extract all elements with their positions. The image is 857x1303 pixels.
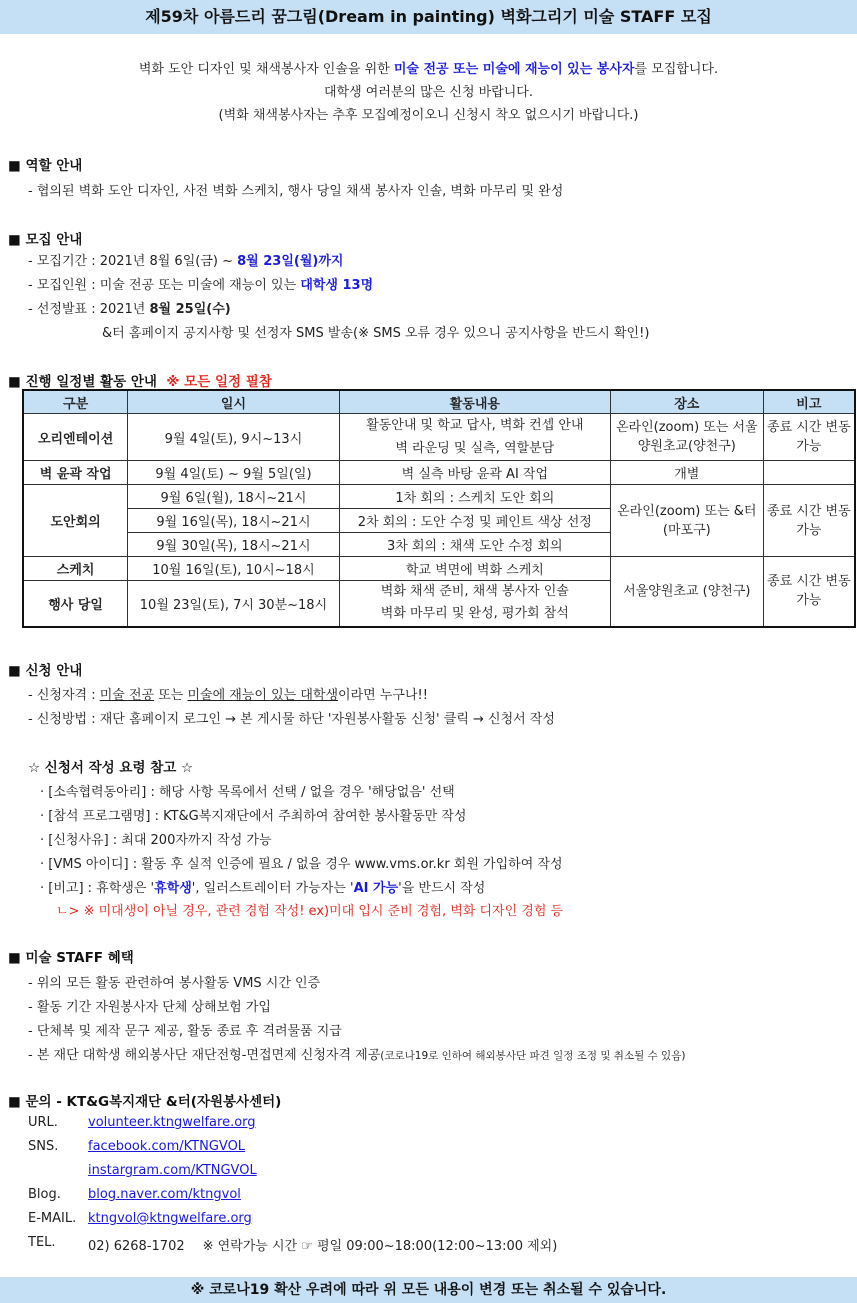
intro [0,58,857,127]
guide-heading: ☆ 신청서 작성 요령 참고 ☆ [28,760,194,776]
table-row [23,557,855,581]
row-category: 스케치 [23,557,128,581]
recruit-announce-note: &터 홈페이지 공지사항 및 선정자 SMS 발송(※ SMS 오류 경우 있으니 공지사항을 반드시 확인!) [102,326,650,341]
people-count: 대학생 13명 [300,278,374,293]
contact-url [28,1115,256,1130]
contact-label: Blog. [28,1187,61,1202]
period-label: - 모집기간 : 2021년 8월 6일(금) ~ [28,254,238,269]
schedule-table [22,389,856,628]
guide-line: · [VMS 아이디] : 활동 후 실적 인증에 필요 / 없을 경우 www.vms.or.kr 회원 가입하여 작성 [40,857,563,872]
row-place: 온라인(zoom) 또는 서울양원초교(양천구) [610,414,763,461]
benefit-line: - 단체복 및 제작 문구 제공, 활동 종료 후 격려물품 지급 [28,1024,342,1039]
announce-label: - 선정발표 : 2021년 [28,302,150,317]
row-date: 10월 16일(토), 10시~18시 [128,557,339,581]
row-category: 벽 윤곽 작업 [23,461,128,485]
blog-link[interactable]: blog.naver.com/ktngvol [88,1187,241,1202]
recruit-announce [28,298,231,317]
row-category: 행사 당일 [23,581,128,627]
row-category: 오리엔테이션 [23,414,128,461]
row-activity: 3차 회의 : 채색 도안 수정 회의 [339,533,610,557]
tel-number: 02) 6268-1702 [88,1239,185,1254]
contact-label: URL. [28,1115,58,1130]
row-date: 9월 6일(월), 18시~21시 [128,485,339,509]
row-activity [339,581,610,627]
guide-warning: ㄴ> ※ 미대생이 아닐 경우, 관련 경험 작성! ex)미대 입시 준비 경험, 벽화 디자인 경험 등 [56,904,564,919]
intro-line-1 [0,58,857,81]
apply-heading: ■ 신청 안내 [8,663,83,679]
contact-sns-2 [28,1163,257,1178]
qual-talent: 미술에 재능이 있는 대학생 [187,688,339,703]
row-activity: 2차 회의 : 도안 수정 및 페인트 색상 선정 [339,509,610,533]
intro-line-3: (벽화 채색봉사자는 추후 모집예정이오니 신청시 착오 없으시기 바랍니다.) [218,108,639,123]
table-header-row [23,390,855,414]
intro-highlight: 미술 전공 또는 미술에 재능이 있는 봉사자 [393,62,635,77]
contact-label: E-MAIL. [28,1211,77,1226]
contact-heading: ■ 문의 - KT&G복지재단 &터(자원봉사센터) [8,1094,282,1110]
role-heading: ■ 역할 안내 [8,158,83,174]
schedule-heading-note: ※ 모든 일정 필참 [166,374,272,390]
row-activity [339,414,610,461]
schedule-heading-text: ■ 진행 일정별 활동 안내 [8,374,157,390]
row-date: 9월 16일(목), 18시~21시 [128,509,339,533]
guide-text: '을 반드시 작성 [398,881,486,896]
announce-date: 8월 25일(수) [149,302,231,317]
benefit-small-note: (코로나19로 인하여 해외봉사단 파견 일정 조정 및 취소될 수 있음) [380,1050,686,1062]
row-place: 온라인(zoom) 또는 &터(마포구) [610,485,763,557]
row-activity: 벽 실측 바탕 윤곽 AI 작업 [339,461,610,485]
row-note [763,461,855,485]
qual-post: 이라면 누구나!! [338,688,428,703]
contact-email [28,1211,252,1226]
intro-line-2: 대학생 여러분의 많은 신청 바랍니다. [323,85,534,100]
qual-label: - 신청자격 : [28,688,100,703]
activity-line: 벽화 채색 준비, 채색 봉사자 인솔 [380,584,569,600]
table-row [23,461,855,485]
people-label: - 모집인원 : 미술 전공 또는 미술에 재능이 있는 [28,278,301,293]
row-note: 종료 시간 변동 가능 [763,485,855,557]
guide-line: · [소속협력동아리] : 해당 사항 목록에서 선택 / 없을 경우 '해당없음' 선택 [40,785,455,800]
role-line: - 협의된 벽화 도안 디자인, 사전 벽화 스케치, 행사 당일 채색 봉사자 인솔, 벽화 마무리 및 완성 [28,184,564,199]
schedule-heading [8,370,272,390]
guide-text: ', 일러스트레이터 가능자는 ' [191,881,354,896]
benefit-line [28,1044,685,1063]
apply-method: - 신청방법 : 재단 홈페이지 로그인 → 본 게시물 하단 '자원봉사활동 신청' 클릭 → 신청서 작성 [28,712,555,727]
row-date: 9월 4일(토), 9시~13시 [128,414,339,461]
contact-label: SNS. [28,1139,59,1154]
col-header: 구분 [23,390,128,414]
activity-line: 벽화 마무리 및 완성, 평가회 참석 [380,606,569,622]
url-link[interactable]: volunteer.ktngwelfare.org [88,1115,256,1130]
footer-notice: ※ 코로나19 확산 우려에 따라 위 모든 내용이 변경 또는 취소될 수 있습니다. [0,1277,857,1303]
contact-blog [28,1187,241,1202]
guide-line: · [신청사유] : 최대 200자까지 작성 가능 [40,833,272,848]
benefit-line: - 위의 모든 활동 관련하여 봉사활동 VMS 시간 인증 [28,976,321,991]
row-place: 서울양원초교 (양천구) [610,557,763,627]
recruit-period [28,250,343,269]
contact-sns [28,1139,245,1154]
benefit-text: - 본 재단 대학생 해외봉사단 재단전형-면접면제 신청자격 제공 [28,1048,381,1063]
row-note: 종료 시간 변동 가능 [763,414,855,461]
col-header: 활동내용 [339,390,610,414]
row-date: 9월 4일(토) ~ 9월 5일(일) [128,461,339,485]
apply-qualification [28,684,428,703]
guide-highlight: 휴학생 [154,881,192,896]
guide-line: · [참석 프로그램명] : KT&G복지재단에서 주최하여 참여한 봉사활동만 작성 [40,809,467,824]
contact-tel [28,1235,557,1254]
col-header: 비고 [763,390,855,414]
page-title: 제59차 아름드리 꿈그림(Dream in painting) 벽화그리기 미술 STAFF 모집 [0,0,857,34]
col-header: 장소 [610,390,763,414]
period-deadline: 8월 23일(월)까지 [237,254,344,269]
benefit-heading: ■ 미술 STAFF 혜택 [8,950,134,966]
benefit-line: - 활동 기간 자원봉사자 단체 상해보험 가입 [28,1000,271,1015]
intro-text: 를 모집합니다. [634,62,719,77]
row-note: 종료 시간 변동 가능 [763,557,855,627]
guide-highlight: AI 가능 [353,881,399,896]
recruit-people [28,274,373,293]
email-link[interactable]: ktngvol@ktngwelfare.org [88,1211,252,1226]
row-category: 도안회의 [23,485,128,557]
qual-or: 또는 [154,688,188,703]
row-activity: 1차 회의 : 스케치 도안 회의 [339,485,610,509]
instagram-link[interactable]: instargram.com/KTNGVOL [88,1163,257,1178]
contact-label: TEL. [28,1235,56,1250]
activity-line: 벽 라운딩 및 실측, 역할분담 [395,441,555,456]
row-place: 개별 [610,461,763,485]
row-date: 10월 23일(토), 7시 30분~18시 [128,581,339,627]
col-header: 일시 [128,390,339,414]
facebook-link[interactable]: facebook.com/KTNGVOL [88,1139,246,1154]
row-activity: 학교 벽면에 벽화 스케치 [339,557,610,581]
intro-text: 벽화 도안 디자인 및 채색봉사자 인솔을 위한 [138,62,394,77]
activity-line: 활동안내 및 학교 답사, 벽화 컨셉 안내 [366,418,584,433]
tel-hours-note: ※ 연락가능 시간 ☞ 평일 09:00~18:00(12:00~13:00 제외) [202,1239,558,1254]
row-date: 9월 30일(목), 18시~21시 [128,533,339,557]
guide-line [40,877,485,896]
table-row [23,485,855,509]
guide-text: · [비고] : 휴학생은 ' [40,881,155,896]
recruit-heading: ■ 모집 안내 [8,232,83,248]
table-row [23,414,855,461]
qual-major: 미술 전공 [99,688,155,703]
